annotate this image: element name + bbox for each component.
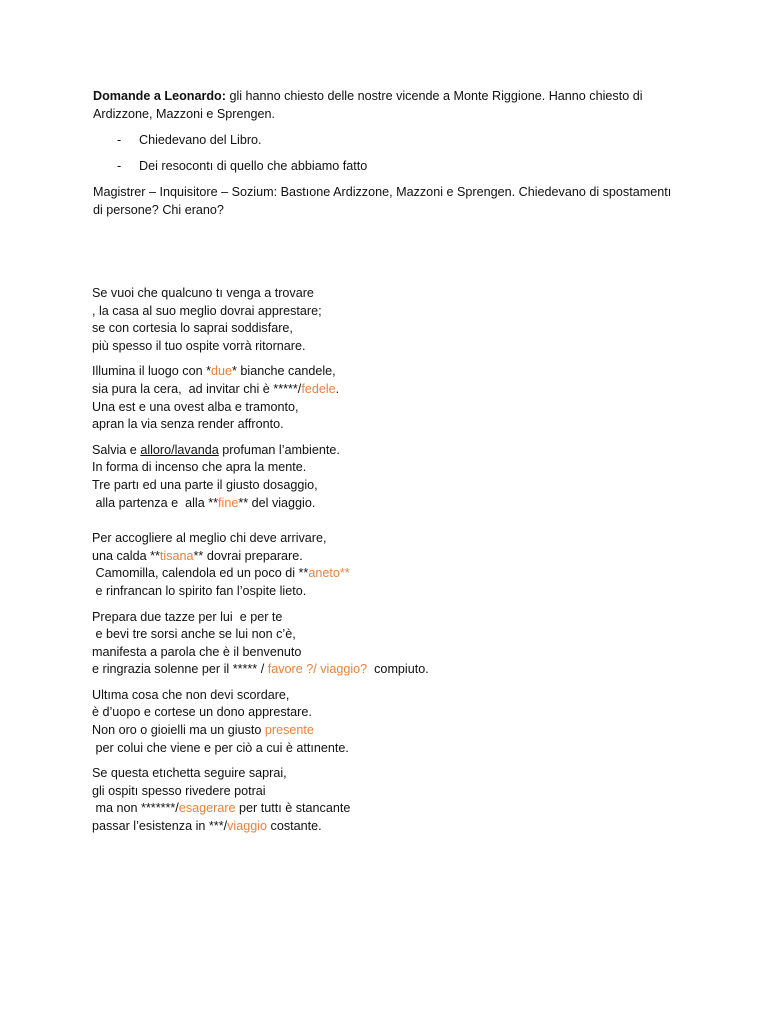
line-text: profuman l’ambiente. [218, 442, 340, 457]
highlighted-word: aneto** [308, 566, 350, 581]
line-text: e ringrazia solenne per il ***** / [92, 662, 268, 677]
bullet-dash: - [117, 133, 122, 147]
poem-line: apran la via senza render affronto. [92, 417, 284, 432]
line-text: ** dovrai preparare. [193, 548, 303, 563]
poem-line: e bevi tre sorsi anche se lui non c’è, [92, 627, 296, 642]
poem-line [92, 548, 652, 566]
intro-text: gli hanno chiesto delle nostre vicende a Monte Riggione. Hanno chiesto di Ardizzone, Mazzoni e Sprengen. [93, 89, 643, 121]
line-text: sia pura la cera, ad invitar chi è *****/ [92, 381, 302, 396]
poem-line: Una est e una ovest alba e tramonto, [92, 399, 299, 414]
line-text: Illumina il luogo con * [92, 364, 212, 379]
line-text: ma non *******/ [92, 801, 179, 816]
poem-line: In forma di incenso che apra la mente. [92, 460, 307, 475]
poem-line: è d’uopo e cortese un dono apprestare. [92, 705, 312, 720]
bullet-text: Dei resocontı di quello che abbiamo fatto [139, 159, 368, 173]
highlighted-word: esagerare [178, 801, 236, 816]
stanza-1 [92, 285, 652, 355]
line-text: costante. [267, 819, 322, 834]
line-text: Non oro o gioielli ma un giusto [92, 723, 265, 738]
stanza-3 [92, 442, 652, 512]
poem-line: , la casa al suo meglio dovrai apprestare; [92, 303, 322, 318]
line-text: una calda ** [92, 548, 160, 563]
notes-header [93, 87, 683, 219]
line-text: per tuttı è stancante [235, 801, 351, 816]
highlighted-word: fedele [301, 381, 336, 396]
poem-line: e rinfrancan lo spirito fan l’ospite lieto. [92, 583, 307, 598]
list-item [93, 131, 683, 149]
poem-line [92, 442, 652, 460]
poem-line: Ultıma cosa che non devi scordare, [92, 687, 290, 702]
highlighted-word: presente [264, 723, 314, 738]
stanza-7 [92, 765, 652, 835]
line-text: Camomilla, calendola ed un poco di ** [92, 566, 309, 581]
highlighted-word: fine [218, 495, 239, 510]
poem-line [92, 722, 652, 740]
highlighted-word: viaggio [227, 819, 268, 834]
line-text: * bianche candele, [232, 364, 336, 379]
poem-line [92, 565, 652, 583]
poem-line: Se vuoi che qualcuno tı venga a trovare [92, 286, 314, 300]
line-text: passar l’esistenza in ***/ [92, 819, 228, 834]
poem-line: Se questa etıchetta seguire saprai, [92, 766, 287, 781]
line-text: . [335, 381, 340, 396]
bullet-text: Chiedevano del Libro. [139, 133, 262, 147]
poem-line: gli ospitı spesso rivedere potrai [92, 783, 266, 798]
stanza-2 [92, 363, 652, 433]
bullet-dash: - [117, 159, 122, 173]
poem-line [92, 363, 652, 381]
highlighted-word: due [211, 364, 233, 379]
line-text: Salvia e [92, 442, 141, 457]
poem-line [92, 495, 652, 513]
questions-paragraph: Magistrer – Inquisitore – Sozium: Bastıone Ardizzone, Mazzoni e Sprengen. Chiedevano di spostamentı di persone? Chi erano? [93, 185, 672, 217]
line-text: compiuto. [367, 662, 429, 677]
stanza-5 [92, 609, 652, 679]
poem-line: per colui che viene e per ciò a cui è attınente. [92, 740, 349, 755]
poem-line: Tre partı ed una parte il giusto dosaggio, [92, 477, 318, 492]
poem [92, 285, 652, 844]
poem-line: Prepara due tazze per lui e per te [92, 609, 283, 624]
poem-line: Per accogliere al meglio chi deve arrivare, [92, 531, 327, 546]
poem-line: più spesso il tuo ospite vorrà ritornare. [92, 338, 306, 353]
highlighted-word: favore ?/ viaggio? [267, 662, 368, 677]
highlighted-word: tisana [159, 548, 194, 563]
poem-line: se con cortesia lo saprai soddisfare, [92, 321, 293, 336]
bullet-list [93, 131, 683, 175]
line-text: ** del viaggio. [238, 495, 316, 510]
poem-line [92, 800, 652, 818]
intro-title: Domande a Leonardo: [93, 89, 226, 103]
poem-line [92, 818, 652, 836]
line-text: alla partenza e alla ** [92, 495, 219, 510]
stanza-4 [92, 530, 652, 600]
poem-line: manifesta a parola che è il benvenuto [92, 644, 302, 659]
poem-line [92, 381, 652, 399]
intro-paragraph [93, 87, 683, 123]
list-item [93, 157, 683, 175]
poem-line [92, 661, 652, 679]
underlined-word: alloro/lavanda [140, 442, 219, 457]
stanza-6 [92, 687, 652, 757]
